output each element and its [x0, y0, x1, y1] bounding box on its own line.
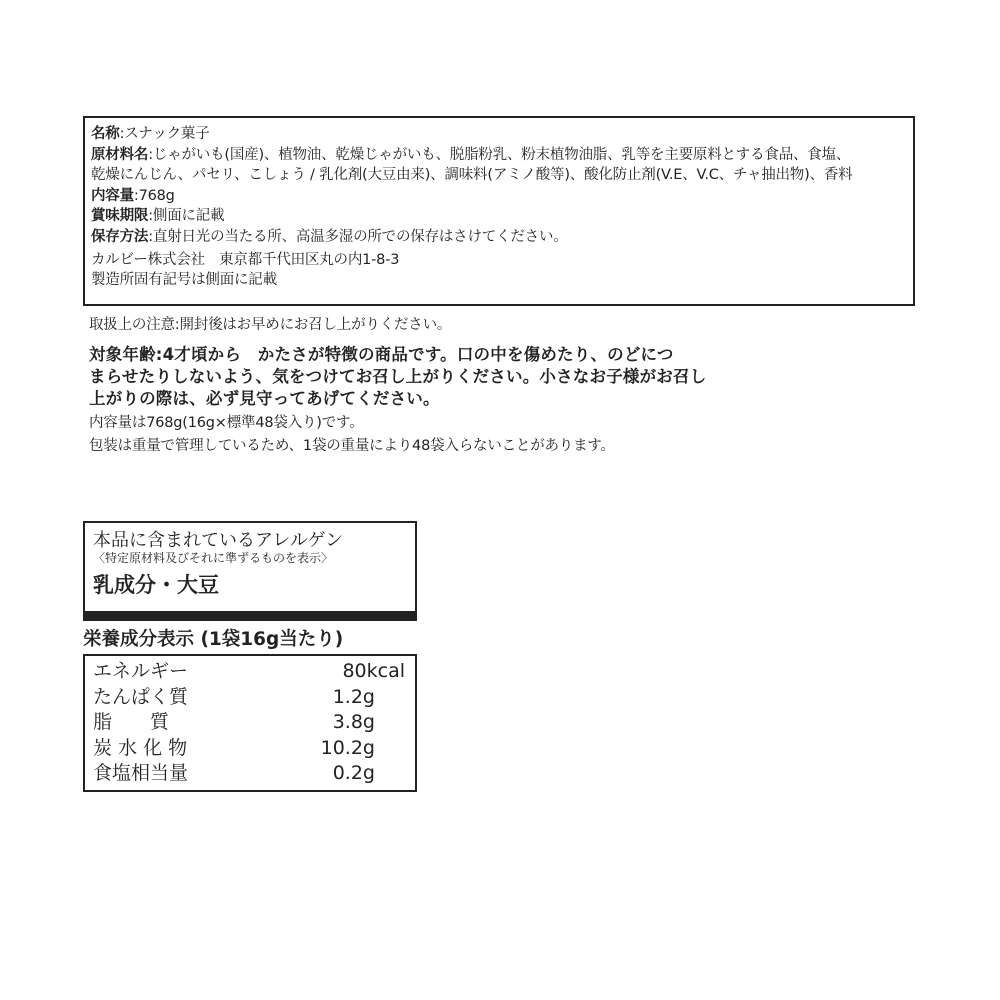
- content-key: 内容量: [91, 187, 134, 204]
- nutrition-value: 0.2g: [332, 762, 375, 784]
- nutrition-name: 食塩相当量: [93, 762, 189, 784]
- nutrition-value: 10.2g: [320, 736, 375, 759]
- name-value: :スナック菓子: [119, 126, 210, 142]
- best-before-value: :側面に記載: [148, 208, 225, 225]
- content-value: :768g: [133, 187, 175, 204]
- name-key: 名称: [91, 126, 120, 142]
- allergen-subtitle: 〈特定原材料及びそれに準ずるものを表示〉: [93, 551, 334, 565]
- ingredients-row-2: [91, 165, 913, 186]
- content-note: 内容量は768g(16g×標準48袋入り)です。: [89, 415, 364, 431]
- content-row: [91, 186, 913, 207]
- plant-code-row: [91, 270, 913, 291]
- nutrition-row-salt: [93, 761, 415, 787]
- weight-note: 包装は重量で管理しているため、1袋の重量により48袋入らないことがあります。: [89, 438, 615, 454]
- allergen-box: [83, 521, 417, 621]
- nutrition-row-carbohydrate: [93, 736, 415, 762]
- product-label-box: [83, 116, 915, 306]
- handling-note: 取扱上の注意:開封後はお早めにお召し上がりください。: [89, 317, 452, 333]
- nutrition-name: たんぱく質: [93, 685, 189, 708]
- age-warning-line-2: まらせたりしないよう、気をつけてお召し上がりください。小さなお子様がお召し: [89, 367, 707, 386]
- nutrition-table: [83, 654, 417, 792]
- nutrition-value: 80kcal: [342, 660, 405, 682]
- plant-code-text: 製造所固有記号は側面に記載: [91, 272, 277, 289]
- allergen-title: 本品に含まれているアレルゲン: [93, 530, 344, 551]
- nutrition-name: エネルギー: [93, 660, 189, 682]
- nutrition-title: 栄養成分表示 (1袋16g当たり): [83, 629, 344, 650]
- nutrition-value: 1.2g: [332, 685, 375, 708]
- name-row: [91, 124, 913, 145]
- storage-row: [91, 227, 913, 248]
- storage-value: :直射日光の当たる所、高温多湿の所での保存はさけてください。: [148, 228, 568, 245]
- age-warning-line-1: 対象年齢:4才頃から かたさが特徴の商品です。口の中を傷めたり、のどにつ: [89, 345, 674, 364]
- ingredients-line-1: :じゃがいも(国産)、植物油、乾燥じゃがいも、脱脂粉乳、粉末植物油脂、乳等を主要原料とする食品、食塩、: [148, 146, 851, 163]
- nutrition-row-fat: [93, 710, 415, 736]
- age-warning-line-3: 上がりの際は、必ず見守ってあげてください。: [89, 389, 440, 408]
- nutrition-row-energy: [93, 659, 415, 685]
- manufacturer-text: カルビー株式会社 東京都千代田区丸の内1-8-3: [91, 251, 400, 268]
- best-before-key: 賞味期限: [91, 208, 149, 225]
- storage-key: 保存方法: [91, 228, 149, 245]
- nutrition-value: 3.8g: [332, 711, 375, 733]
- nutrition-row-protein: [93, 685, 415, 711]
- allergen-items: 乳成分・大豆: [93, 573, 219, 597]
- nutrition-name: 脂 質: [93, 711, 170, 733]
- ingredients-row: [91, 145, 913, 166]
- ingredients-key: 原材料名: [91, 146, 149, 163]
- manufacturer-row: [91, 250, 913, 271]
- ingredients-line-2: 乾燥にんじん、パセリ、こしょう / 乳化剤(大豆由来)、調味料(アミノ酸等)、酸化防止剤(V.E、V.C、チャ抽出物)、香料: [91, 167, 853, 184]
- nutrition-name: 炭 水 化 物: [93, 736, 188, 759]
- best-before-row: [91, 206, 913, 227]
